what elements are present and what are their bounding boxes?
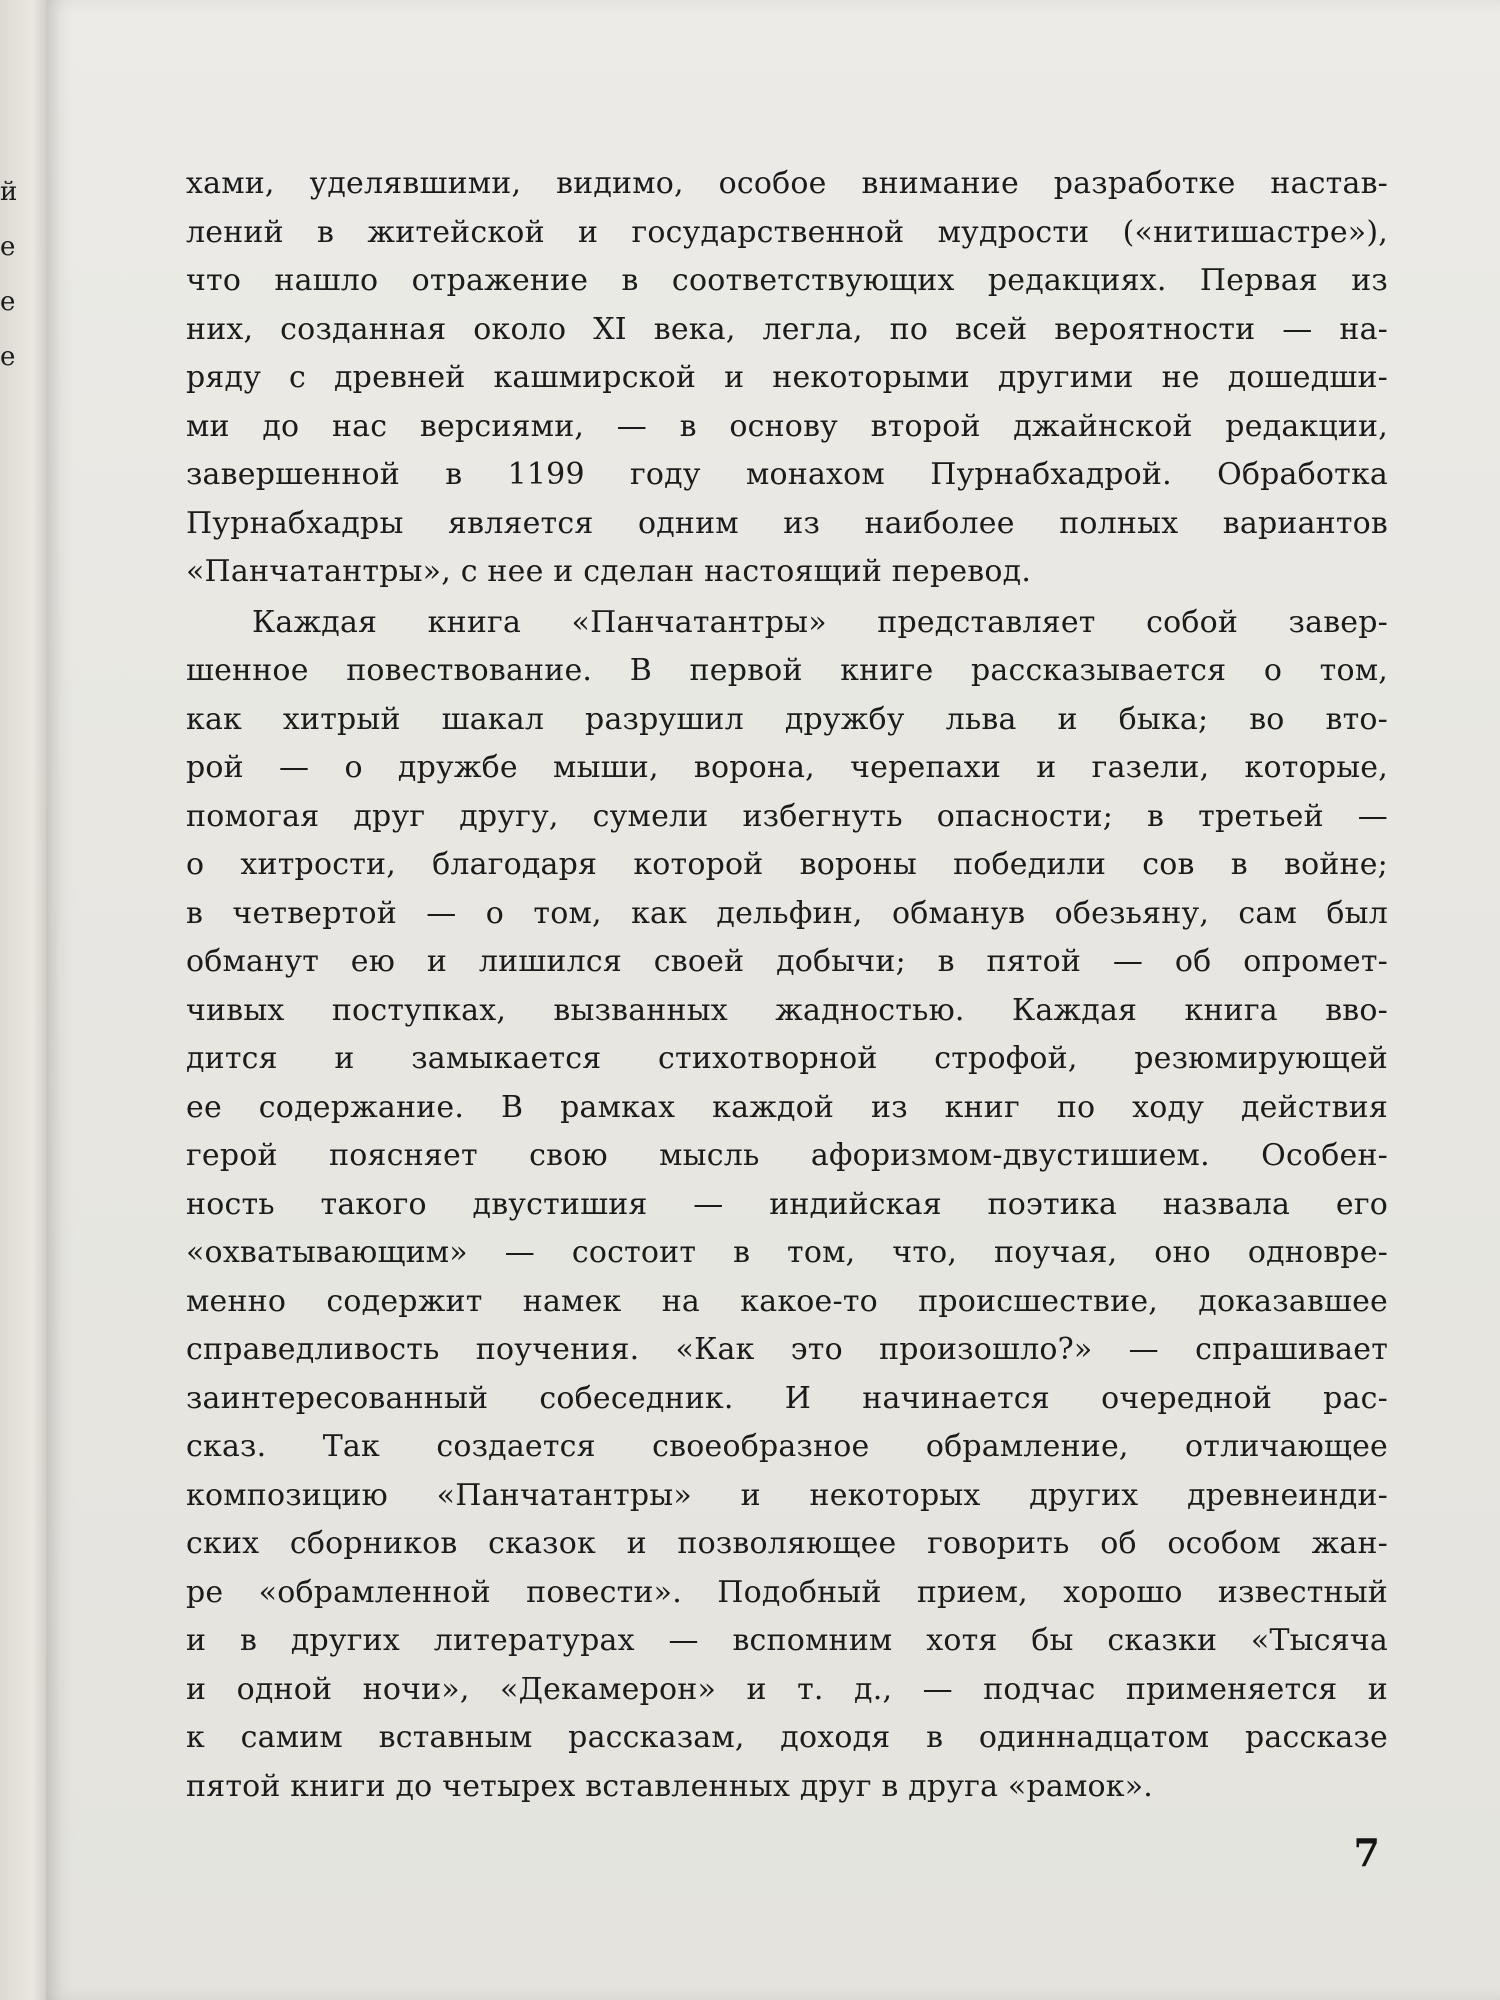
text-line: менно содержит намек на какое-то происшествие, доказавшее: [186, 1283, 1388, 1319]
text-line: ряду с древней кашмирской и некоторыми другими не дошедши-: [186, 360, 1388, 395]
text-line: о хитрости, благодаря которой вороны победили сов в войне;: [186, 847, 1388, 882]
previous-page-text-fragment: [0, 165, 18, 385]
text-line: ми до нас версиями, — в основу второй джайнской редакции,: [186, 408, 1388, 444]
text-line: обманут ею и лишился своей добычи; в пятой — об опромет-: [186, 944, 1388, 979]
text-line: справедливость поучения. «Как это произошло?» — спрашивает: [186, 1332, 1388, 1367]
text-line: и одной ночи», «Декамерон» и т. д., — подчас применяется и: [186, 1671, 1388, 1707]
text-line: ре «обрамленной повести». Подобный прием, хорошо известный: [186, 1574, 1388, 1610]
previous-page-glyph: е: [0, 287, 16, 317]
text-line: герой поясняет свою мысль афоризмом-двустишием. Особен-: [186, 1138, 1388, 1173]
text-line: чивых поступках, вызванных жадностью. Каждая книга вво-: [186, 992, 1388, 1028]
text-line: как хитрый шакал разрушил дружбу льва и быка; во вто-: [186, 701, 1388, 737]
text-line: дится и замыкается стихотворной строфой, резюмирующей: [186, 1041, 1388, 1076]
text-line: что нашло отражение в соответствующих редакциях. Первая из: [186, 263, 1388, 298]
text-line: ских сборников сказок и позволяющее говорить об особом жан-: [186, 1526, 1388, 1561]
text-line: хами, уделявшими, видимо, особое внимание разработке настав-: [186, 166, 1388, 201]
text-line: заинтересованный собеседник. И начинается очередной рас-: [186, 1380, 1388, 1416]
text-line: и в других литературах — вспомним хотя бы сказки «Тысяча: [186, 1623, 1388, 1658]
text-line: ее содержание. В рамках каждой из книг по ходу действия: [186, 1089, 1388, 1125]
body-text: [186, 160, 1388, 1811]
text-line: ность такого двустишия — индийская поэтика назвала его: [186, 1186, 1388, 1222]
text-line: рой — о дружбе мыши, ворона, черепахи и газели, которые,: [186, 750, 1388, 785]
text-line: них, созданная около XI века, легла, по всей вероятности — на-: [186, 311, 1388, 347]
previous-page-glyph: е: [0, 232, 16, 262]
previous-page-glyph: й: [0, 177, 18, 207]
text-line: композицию «Панчатантры» и некоторых других древнеинди-: [186, 1477, 1388, 1513]
text-line: пятой книги до четырех вставленных друг в друга «рамок».: [186, 1768, 1153, 1804]
previous-page-edge: [0, 0, 47, 2000]
paragraph-2: [186, 599, 1388, 1812]
text-line: Каждая книга «Панчатантры» представляет собой завер-: [252, 604, 1388, 640]
text-line: «охватывающим» — состоит в том, что, поучая, оно одновре-: [186, 1235, 1388, 1270]
text-line: лений в житейской и государственной мудрости («нитишастре»),: [186, 214, 1388, 250]
text-line: к самим вставным рассказам, доходя в одиннадцатом рассказе: [186, 1720, 1388, 1755]
text-line: сказ. Так создается своеобразное обрамление, отличающее: [186, 1429, 1388, 1464]
text-line: помогая друг другу, сумели избегнуть опасности; в третьей —: [186, 798, 1388, 834]
text-line: Пурнабхадры является одним из наиболее полных вариантов: [186, 505, 1388, 541]
text-line: в четвертой — о том, как дельфин, обманув обезьяну, сам был: [186, 895, 1388, 931]
text-line: «Панчатантры», с нее и сделан настоящий перевод.: [186, 554, 1032, 589]
text-line: завершенной в 1199 году монахом Пурнабхадрой. Обработка: [186, 457, 1388, 492]
paragraph-1: [186, 160, 1388, 597]
text-line: шенное повествование. В первой книге рассказывается о том,: [186, 653, 1388, 688]
book-page: [46, 0, 1500, 2000]
page-number: 7: [1353, 1830, 1380, 1875]
previous-page-glyph: е: [0, 342, 16, 372]
